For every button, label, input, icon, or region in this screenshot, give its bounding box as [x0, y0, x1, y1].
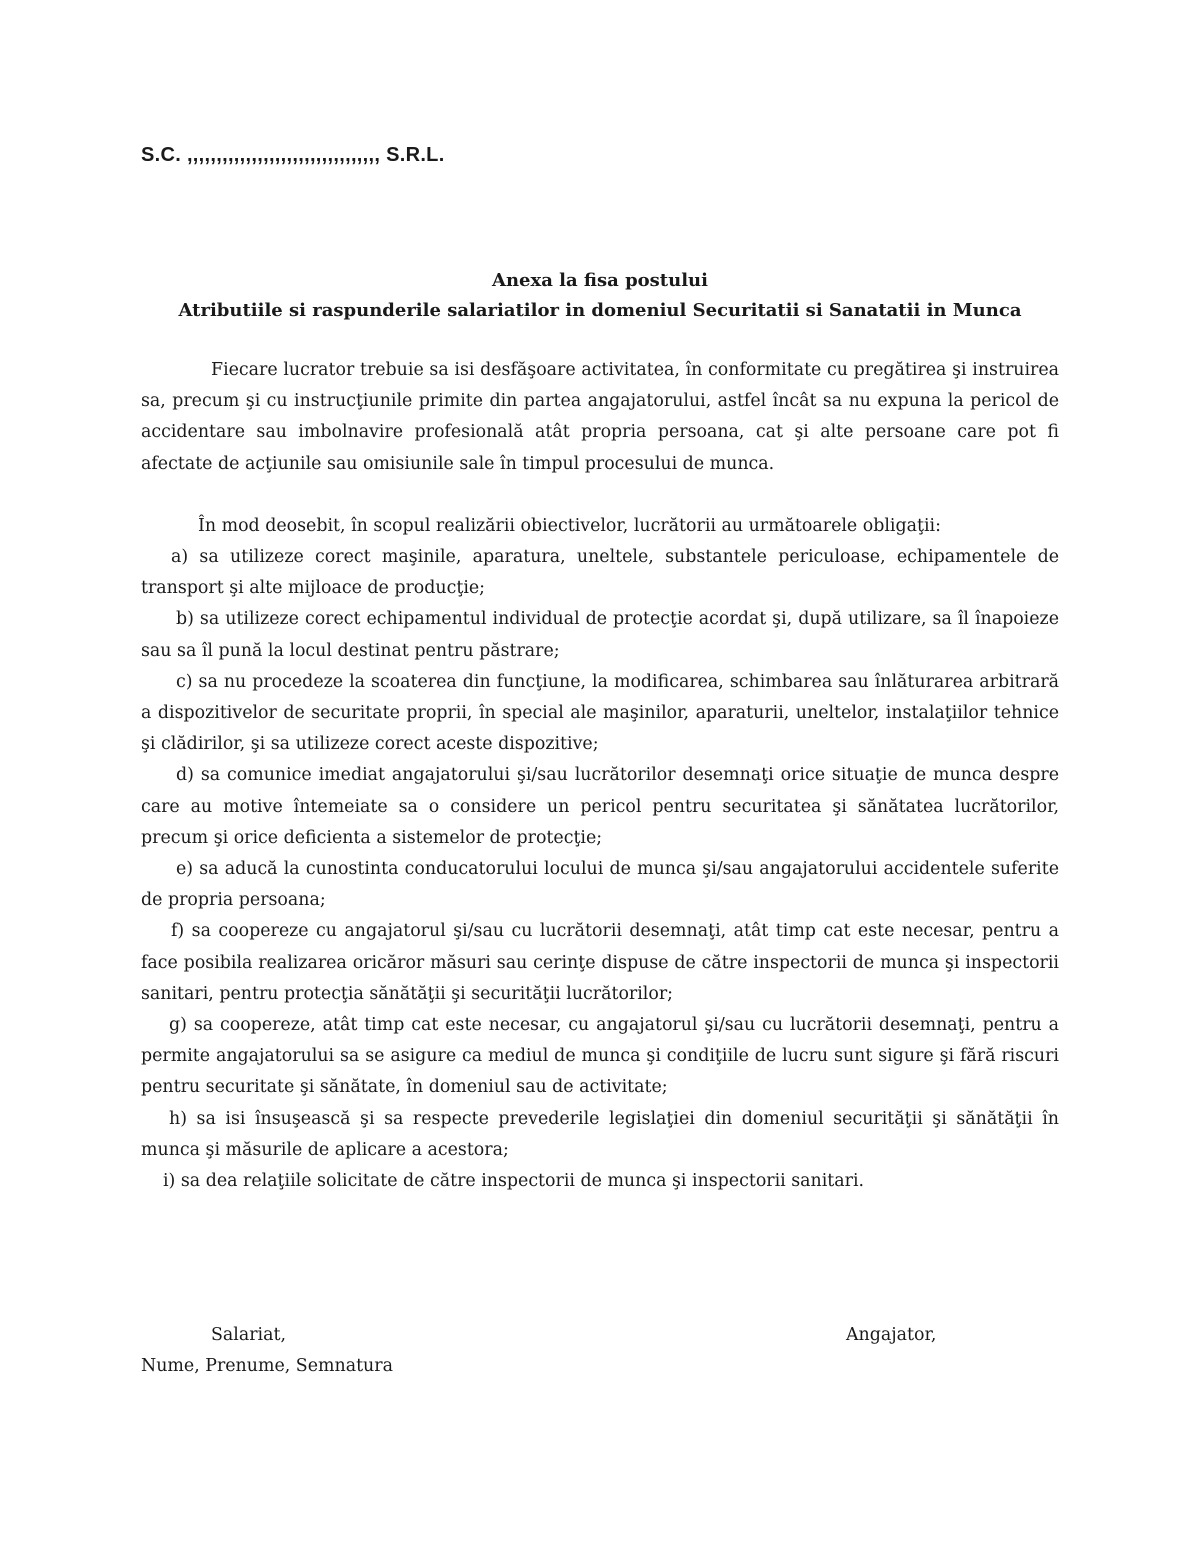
intro-paragraph: Fiecare lucrator trebuie sa isi desfăşoare activitatea, în conformitate cu pregătirea şi instruirea sa, precum şi cu instrucţiunile primite din partea angajatorului, astfel încât sa nu expuna la pericol de accidentare sau imbolnavire profesională atât propria persoana, cat şi alte persoane care pot fi afectate de acţiunile sau omisiunile sale în timpul procesului de munca.: [141, 360, 1059, 474]
obligations-lead: În mod deosebit, în scopul realizării obiectivelor, lucrătorii au următoarele obligaţii:: [198, 515, 941, 536]
employer-signature-block: [846, 1320, 936, 1351]
obligation-item: h) sa isi însuşească şi sa respecte prevederile legislaţiei din domeniul securităţii şi sănătăţii în munca şi măsurile de aplicare a acestora;: [141, 1108, 1059, 1160]
obligation-item: e) sa aducă la cunostinta conducatorului locului de munca şi/sau angajatorului accidentele suferite de propria persoana;: [141, 859, 1059, 911]
obligation-item: g) sa coopereze, atât timp cat este necesar, cu angajatorul şi/sau cu lucrătorii desemnaţi, pentru a permite angajatorului sa se asigure ca mediul de munca şi condiţiile de lucru sunt sigure şi fără riscuri pentru securitate şi sănătate, în domeniul sau de activitate;: [141, 1015, 1059, 1098]
obligation-item: f) sa coopereze cu angajatorul şi/sau cu lucrătorii desemnaţi, atât timp cat este necesar, pentru a face posibila realizarea oricăror măsuri sau cerinţe dispuse de către inspectorii de munca şi inspectorii sanitari, pentru protecţia sănătăţii şi securităţii lucrătorilor;: [141, 921, 1059, 1004]
employee-signature-block: [141, 1320, 393, 1382]
obligation-item: i) sa dea relaţiile solicitate de către inspectorii de munca şi inspectorii sanitari.: [163, 1171, 865, 1192]
title-block: [141, 266, 1059, 326]
employer-label: Angajator,: [846, 1325, 937, 1345]
document-body: [141, 355, 1059, 1197]
obligation-item: d) sa comunice imediat angajatorului şi/sau lucrătorilor desemnaţi orice situaţie de munca despre care au motive întemeiate sa o considere un pericol pentru securitatea şi sănătatea lucrătorilor, precum şi orice deficienta a sistemelor de protecţie;: [141, 765, 1059, 848]
obligation-item: b) sa utilizeze corect echipamentul individual de protecţie acordat şi, după utilizare, sa îl înapoieze sau sa îl pună la locul destinat pentru păstrare;: [141, 609, 1059, 661]
obligation-item: a) sa utilizeze corect maşinile, aparatura, uneltele, substantele periculoase, echipamentele de transport şi alte mijloace de producţie;: [141, 547, 1059, 599]
annex-title: Anexa la fisa postului: [492, 270, 708, 291]
obligation-item: c) sa nu procedeze la scoaterea din funcţiune, la modificarea, schimbarea sau înlăturarea arbitrară a dispozitivelor de securitate proprii, în special ale maşinilor, aparaturii, uneltelor, instalaţiilor tehnice şi clădirilor, şi sa utilizeze corect aceste dispozitive;: [141, 671, 1059, 755]
employee-label: Salariat,: [211, 1325, 286, 1345]
annex-subtitle: Atributiile si raspunderile salariatilor in domeniul Securitatii si Sanatatii in Munca: [178, 300, 1022, 321]
company-name: S.C. ,,,,,,,,,,,,,,,,,,,,,,,,,,,,,,,,, S.R.L.: [141, 144, 445, 166]
employee-detail: Nume, Prenume, Semnatura: [141, 1356, 393, 1376]
